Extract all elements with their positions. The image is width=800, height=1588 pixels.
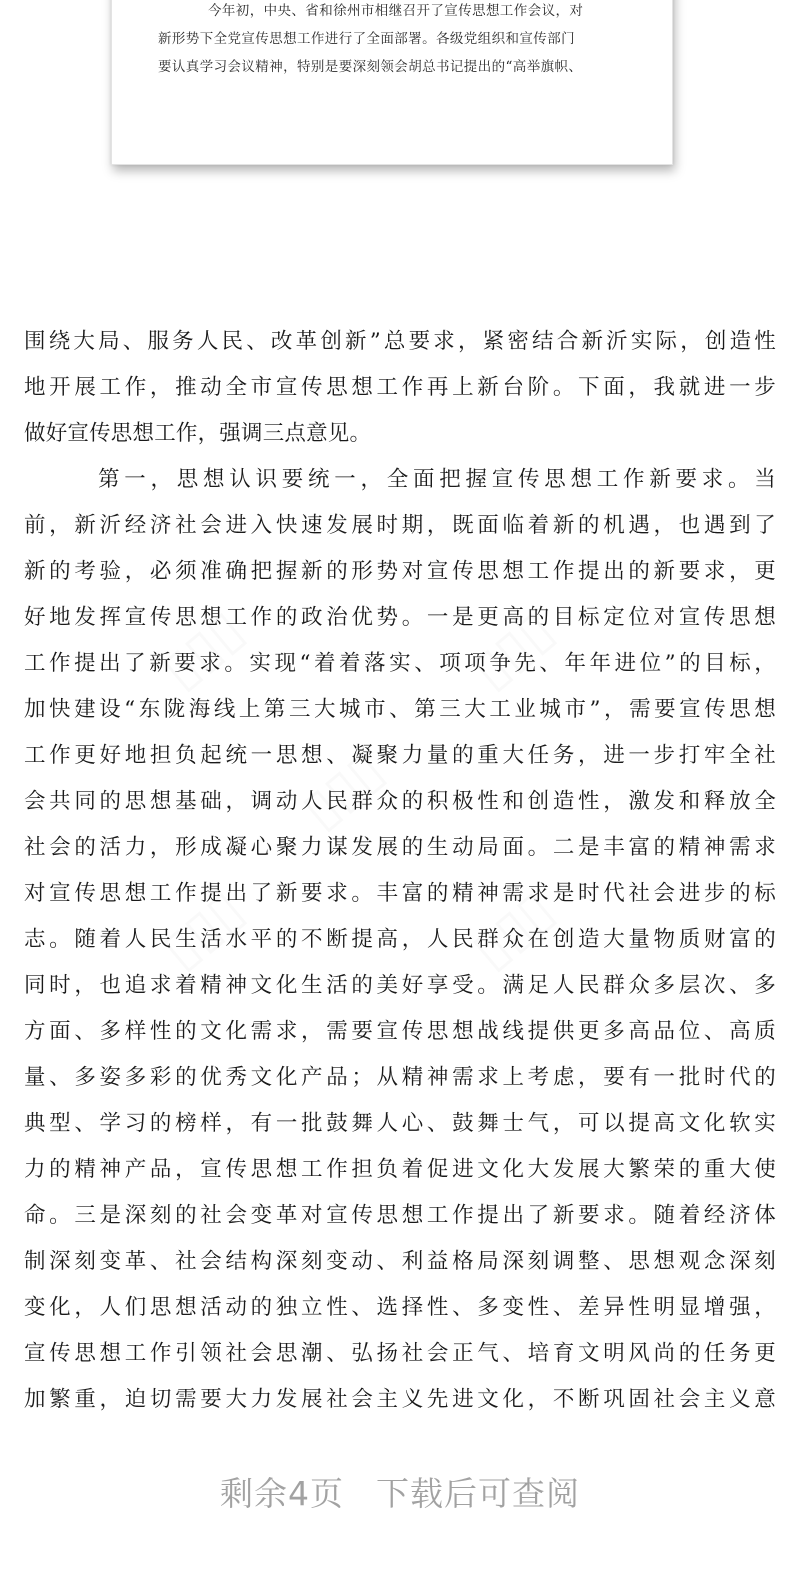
- document-line: 典型、学习的榜样，有一批鼓舞人心、鼓舞士气，可以提高文化软实: [24, 1111, 776, 1136]
- watermark-mark: ▯▯▯: [150, 599, 256, 701]
- document-line: 宣传思想工作引领社会思潮、弘扬社会正气、培育文明风尚的任务更: [24, 1341, 776, 1366]
- document-line: 工作更好地担负起统一思想、凝聚力量的重大任务，进一步打牢全社: [24, 743, 776, 768]
- document-line: 命。三是深刻的社会变革对宣传思想工作提出了新要求。随着经济体: [24, 1203, 776, 1228]
- watermark-mark: ▯▯▯: [150, 879, 256, 981]
- document-body: [24, 319, 776, 1423]
- document-line: 志。随着人民生活水平的不断提高，人民群众在创造大量物质财富的: [24, 927, 776, 952]
- card-text-line: 新形势下全党宣传思想工作进行了全面部署。各级党组织和宣传部门: [158, 31, 575, 47]
- document-line: 好地发挥宣传思想工作的政治优势。一是更高的目标定位对宣传思想: [24, 605, 776, 630]
- document-line: 同时，也追求着精神文化生活的美好享受。满足人民群众多层次、多: [24, 973, 776, 998]
- document-line: 前，新沂经济社会进入快速发展时期，既面临着新的机遇，也遇到了: [24, 513, 776, 538]
- card-text-line: 今年初，中央、省和徐州市相继召开了宣传思想工作会议，对: [208, 3, 584, 19]
- card-text-line: 要认真学习会议精神，特别是要深刻领会胡总书记提出的“高举旗帜、: [158, 59, 583, 75]
- document-line: 制深刻变革、社会结构深刻变动、利益格局深刻调整、思想观念深刻: [24, 1249, 776, 1274]
- document-line: 会共同的思想基础，调动人民群众的积极性和创造性，激发和释放全: [24, 789, 776, 814]
- document-line: 加快建设“东陇海线上第三大城市、第三大工业城市”，需要宣传思想: [24, 697, 776, 722]
- download-to-view-label: 下载后可查阅: [376, 1474, 580, 1513]
- watermark-mark: ▯▯▯: [290, 739, 396, 841]
- watermark-mark: ▯▯▯: [460, 599, 566, 701]
- download-prompt[interactable]: [0, 1468, 800, 1515]
- document-line: 地开展工作，推动全市宣传思想工作再上新台阶。下面，我就进一步: [24, 375, 776, 400]
- watermark-mark: ▯▯▯: [460, 879, 566, 981]
- page-preview-card: [111, 0, 673, 165]
- document-line: 做好宣传思想工作，强调三点意见。: [24, 421, 372, 446]
- document-line: 工作提出了新要求。实现“着着落实、项项争先、年年进位”的目标，: [24, 651, 776, 676]
- document-line: 对宣传思想工作提出了新要求。丰富的精神需求是时代社会进步的标: [24, 881, 776, 906]
- document-line: 方面、多样性的文化需求，需要宣传思想战线提供更多高品位、高质: [24, 1019, 776, 1044]
- remaining-pages-label: 剩余4页: [220, 1474, 344, 1513]
- document-line: 力的精神产品，宣传思想工作担负着促进文化大发展大繁荣的重大使: [24, 1157, 776, 1182]
- paragraph-start-line: 第一，思想认识要统一，全面把握宣传思想工作新要求。当: [98, 467, 776, 492]
- document-line: 新的考验，必须准确把握新的形势对宣传思想工作提出的新要求，更: [24, 559, 776, 584]
- document-line: 围绕大局、服务人民、改革创新”总要求，紧密结合新沂实际，创造性: [24, 329, 776, 354]
- document-line: 变化，人们思想活动的独立性、选择性、多变性、差异性明显增强，: [24, 1295, 776, 1320]
- document-line: 加繁重，迫切需要大力发展社会主义先进文化，不断巩固社会主义意: [24, 1387, 776, 1412]
- document-line: 社会的活力，形成凝心聚力谋发展的生动局面。二是丰富的精神需求: [24, 835, 776, 860]
- document-line: 量、多姿多彩的优秀文化产品；从精神需求上考虑，要有一批时代的: [24, 1065, 776, 1090]
